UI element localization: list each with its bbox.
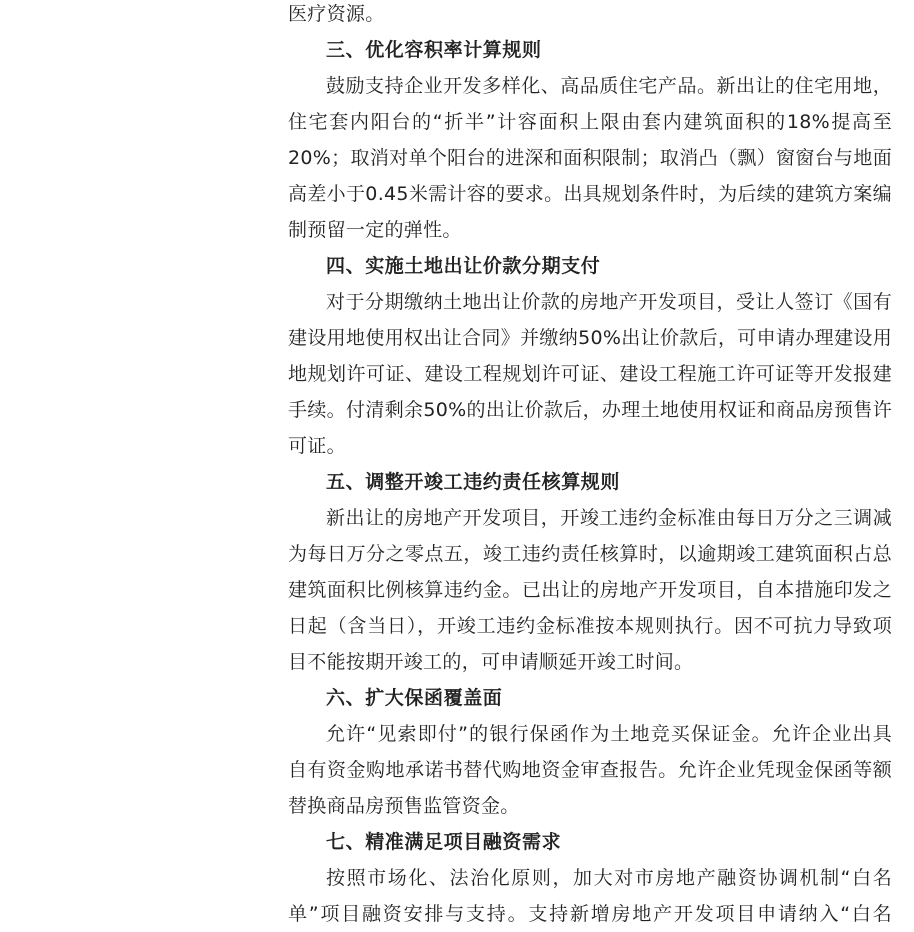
paragraph-line: 20%；取消对单个阳台的进深和面积限制；取消凸（飘）窗窗台与地面 [288, 147, 892, 169]
paragraph-line: 可证。 [288, 435, 346, 457]
paragraph-line: 建筑面积比例核算违约金。已出让的房地产开发项目，自本措施印发之 [288, 579, 892, 601]
paragraph-line: 地规划许可证、建设工程规划许可证、建设工程施工许可证等开发报建 [288, 363, 892, 385]
paragraph-line: 高差小于0.45米需计容的要求。出具规划条件时，为后续的建筑方案编 [288, 183, 892, 205]
document-body [288, 0, 892, 932]
paragraph-line: 医疗资源。 [288, 3, 385, 25]
paragraph-line: 为每日万分之零点五，竣工违约责任核算时，以逾期竣工建筑面积占总 [288, 543, 892, 565]
paragraph-line: 对于分期缴纳土地出让价款的房地产开发项目，受让人签订《国有 [326, 291, 892, 313]
paragraph-line: 目不能按期开竣工的，可申请顺延开竣工时间。 [288, 651, 694, 673]
paragraph-line: 建设用地使用权出让合同》并缴纳50%出让价款后，可申请办理建设用 [288, 327, 892, 349]
paragraph-line: 自有资金购地承诺书替代购地资金审查报告。允许企业凭现金保函等额 [288, 759, 892, 781]
paragraph-line: 鼓励支持企业开发多样化、高品质住宅产品。新出让的住宅用地， [326, 75, 892, 97]
paragraph-line: 替换商品房预售监管资金。 [288, 795, 520, 817]
paragraph-line: 住宅套内阳台的“折半”计容面积上限由套内建筑面积的18%提高至 [288, 111, 892, 133]
paragraph-line: 单”项目融资安排与支持。支持新增房地产开发项目申请纳入“白名 [288, 903, 892, 925]
paragraph-line: 手续。付清剩余50%的出让价款后，办理土地使用权证和商品房预售许 [288, 399, 892, 421]
section-heading: 六、扩大保函覆盖面 [326, 687, 503, 709]
section-heading: 四、实施土地出让价款分期支付 [326, 255, 601, 277]
section-heading: 三、优化容积率计算规则 [326, 39, 542, 61]
paragraph-line: 日起（含当日），开竣工违约金标准按本规则执行。因不可抗力导致项 [288, 615, 892, 637]
paragraph-line: 允许“见索即付”的银行保函作为土地竞买保证金。允许企业出具 [326, 723, 892, 745]
paragraph-line: 新出让的房地产开发项目，开竣工违约金标准由每日万分之三调减 [326, 507, 892, 529]
section-heading: 五、调整开竣工违约责任核算规则 [326, 471, 621, 493]
paragraph-line: 按照市场化、法治化原则，加大对市房地产融资协调机制“白名 [326, 867, 892, 889]
paragraph-line: 制预留一定的弹性。 [288, 219, 462, 241]
section-heading: 七、精准满足项目融资需求 [326, 831, 562, 853]
